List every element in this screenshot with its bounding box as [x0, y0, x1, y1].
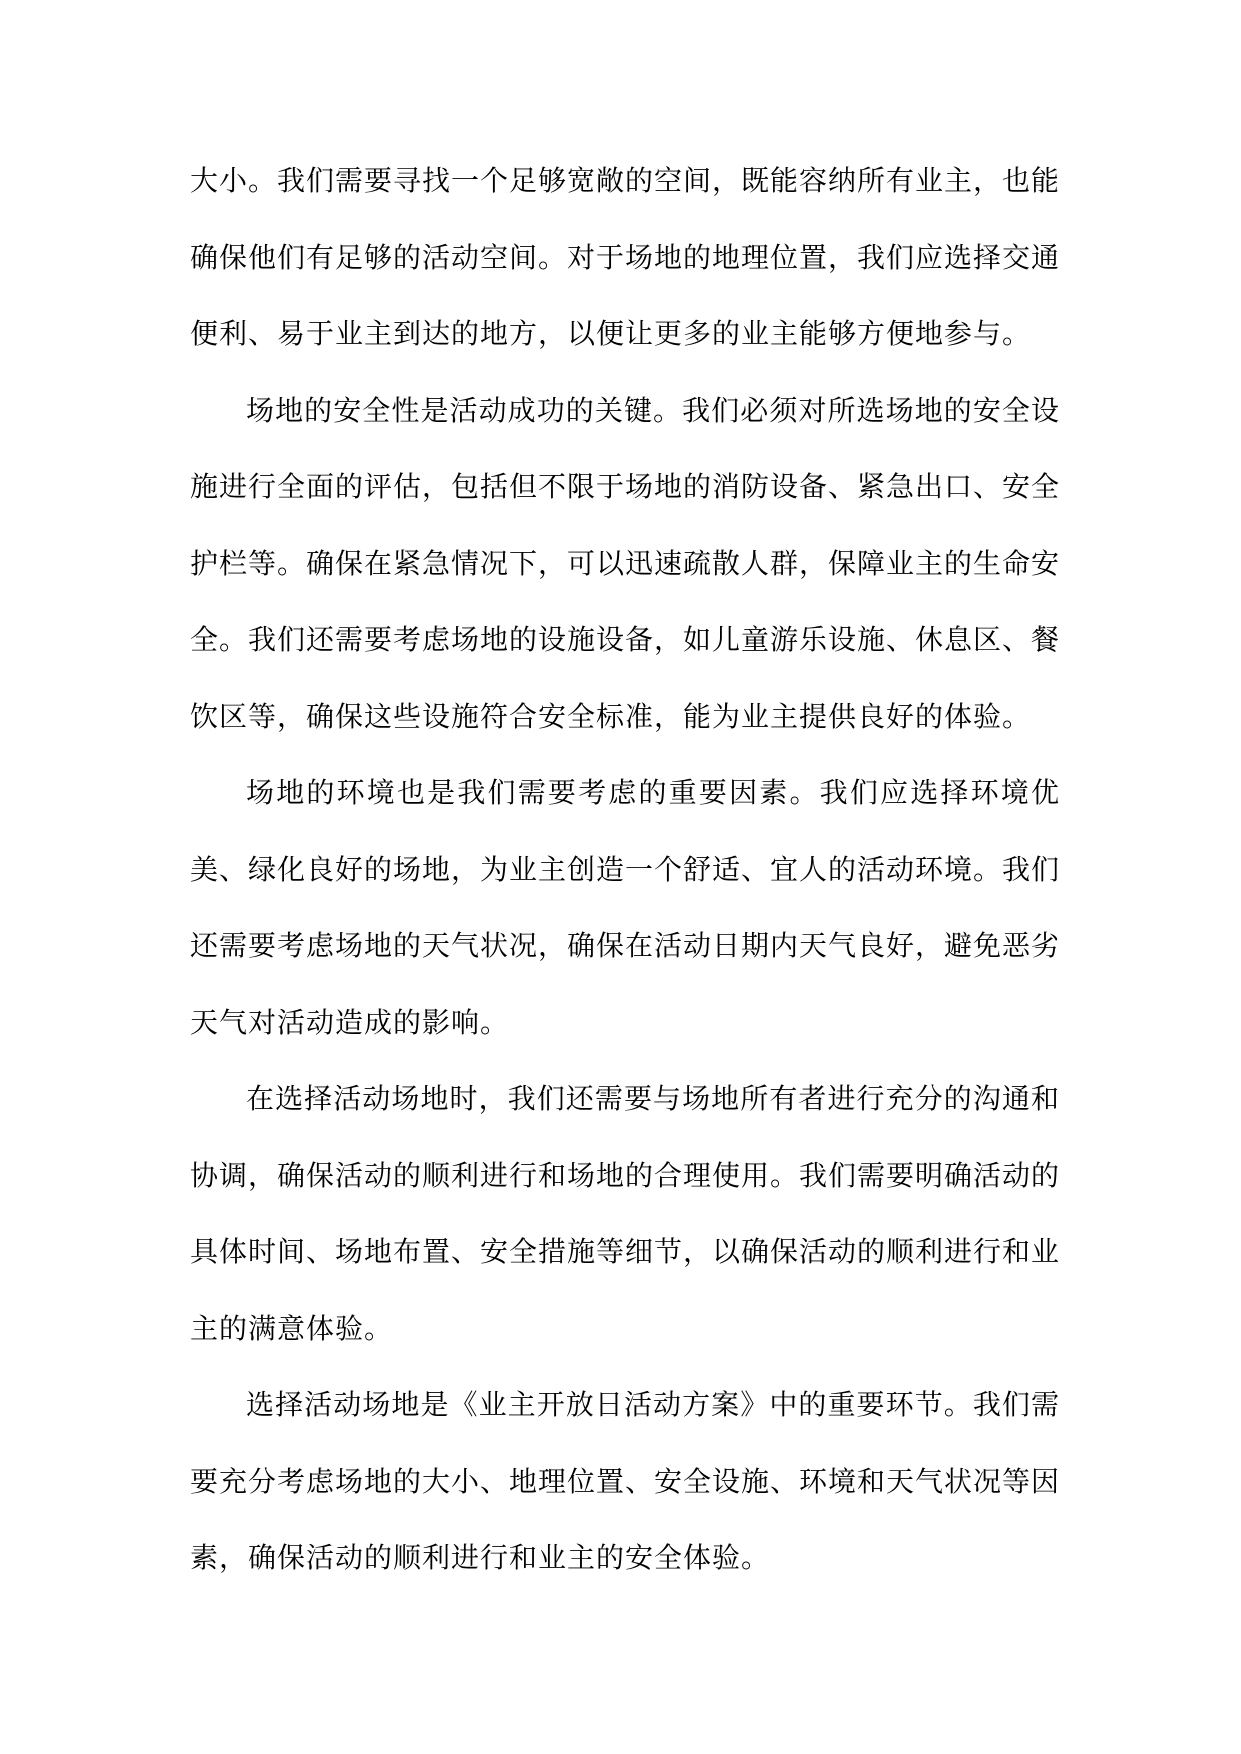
document-body: [190, 143, 1060, 1597]
paragraph-venue-size: 大小。我们需要寻找一个足够宽敞的空间，既能容纳所有业主，也能确保他们有足够的活动空间。对于场地的地理位置，我们应选择交通便利、易于业主到达的地方，以便让更多的业主能够方便地参与。: [190, 164, 1061, 350]
paragraph-venue-summary: 选择活动场地是《业主开放日活动方案》中的重要环节。我们需要充分考虑场地的大小、地理位置、安全设施、环境和天气状况等因素，确保活动的顺利进行和业主的安全体验。: [190, 1388, 1061, 1574]
paragraph-venue-coordination: 在选择活动场地时，我们还需要与场地所有者进行充分的沟通和协调，确保活动的顺利进行和场地的合理使用。我们需要明确活动的具体时间、场地布置、安全措施等细节，以确保活动的顺利进行和业主的满意体验。: [190, 1082, 1061, 1345]
paragraph-venue-environment: 场地的环境也是我们需要考虑的重要因素。我们应选择环境优美、绿化良好的场地，为业主创造一个舒适、宜人的活动环境。我们还需要考虑场地的天气状况，确保在活动日期内天气良好，避免恶劣天气对活动造成的影响。: [190, 776, 1061, 1039]
paragraph-venue-safety: 场地的安全性是活动成功的关键。我们必须对所选场地的安全设施进行全面的评估，包括但不限于场地的消防设备、紧急出口、安全护栏等。确保在紧急情况下，可以迅速疏散人群，保障业主的生命安全。我们还需要考虑场地的设施设备，如儿童游乐设施、休息区、餐饮区等，确保这些设施符合安全标准，能为业主提供良好的体验。: [190, 393, 1061, 733]
